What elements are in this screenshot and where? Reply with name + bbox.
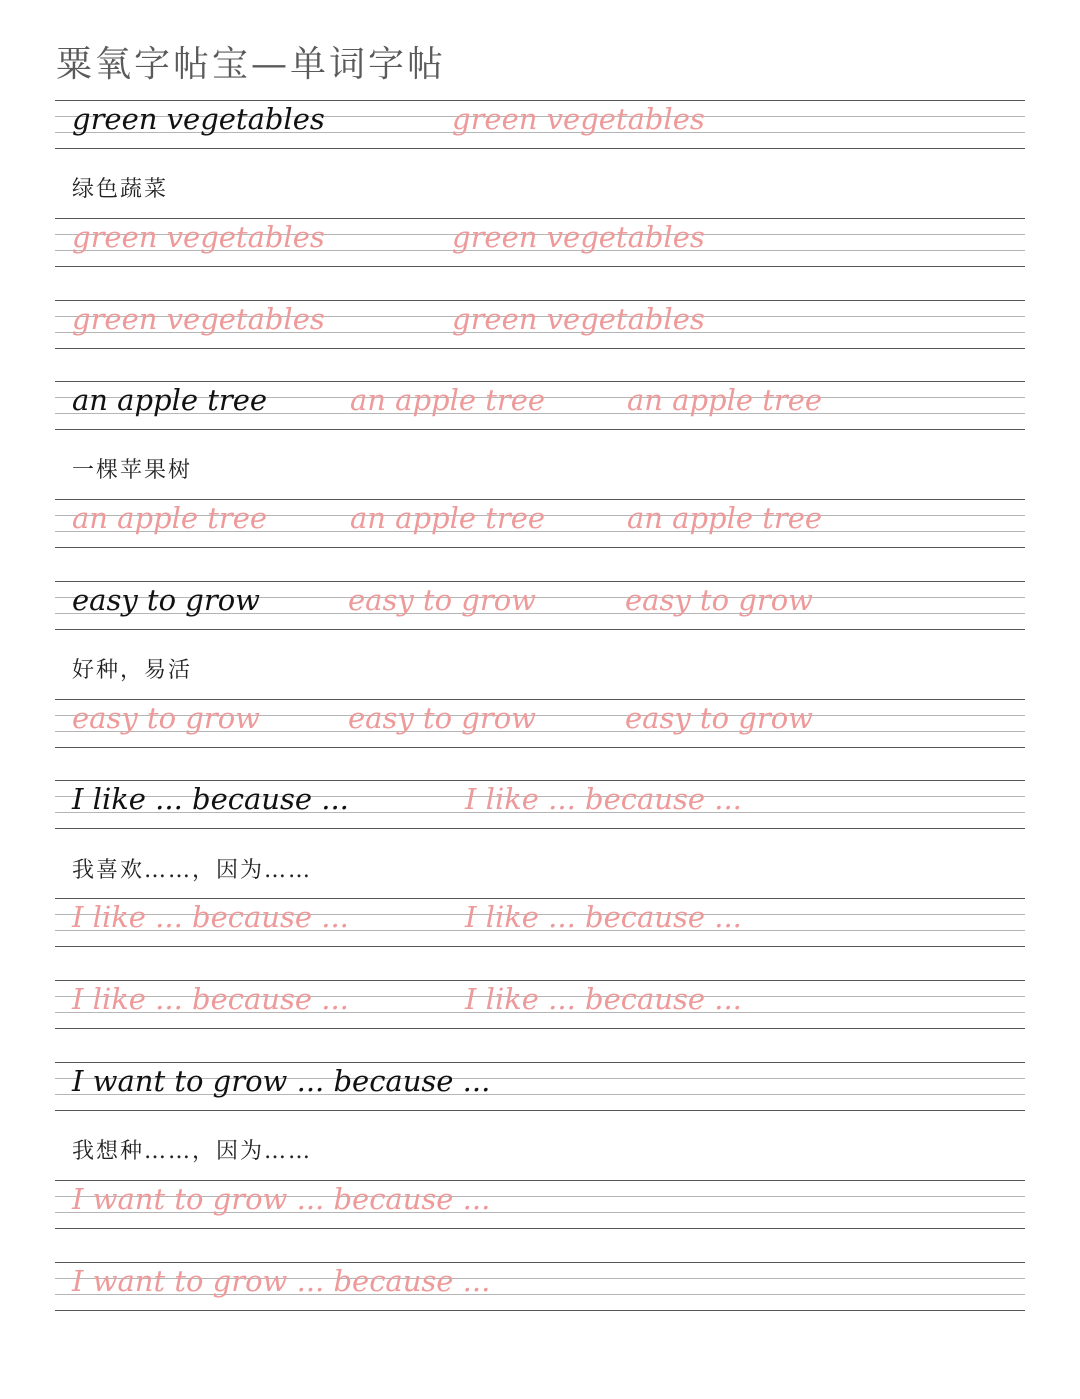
trace-phrase: I want to grow ... because ... bbox=[72, 1264, 491, 1298]
writing-row bbox=[55, 499, 1025, 548]
trace-phrase: an apple tree bbox=[350, 383, 546, 417]
writing-row bbox=[55, 980, 1025, 1029]
chinese-translation: 我喜欢……，因为…… bbox=[72, 858, 313, 883]
chinese-translation: 一棵苹果树 bbox=[72, 458, 193, 483]
chinese-translation: 我想种……，因为…… bbox=[72, 1139, 313, 1164]
model-phrase: I like ... because ... bbox=[72, 782, 349, 816]
page-title: 粟氧字帖宝—单词字帖 bbox=[56, 44, 447, 85]
model-phrase: I want to grow ... because ... bbox=[72, 1064, 491, 1098]
writing-row bbox=[55, 100, 1025, 149]
writing-row bbox=[55, 1262, 1025, 1311]
trace-phrase: an apple tree bbox=[72, 501, 268, 535]
writing-row bbox=[55, 218, 1025, 267]
trace-phrase: green vegetables bbox=[452, 220, 705, 254]
trace-phrase: easy to grow bbox=[625, 583, 813, 617]
writing-row bbox=[55, 381, 1025, 430]
trace-phrase: I like ... because ... bbox=[465, 900, 742, 934]
model-phrase: easy to grow bbox=[72, 583, 260, 617]
model-phrase: an apple tree bbox=[72, 383, 268, 417]
trace-phrase: green vegetables bbox=[452, 302, 705, 336]
chinese-translation: 绿色蔬菜 bbox=[72, 177, 169, 202]
trace-phrase: green vegetables bbox=[72, 302, 325, 336]
trace-phrase: easy to grow bbox=[625, 701, 813, 735]
writing-row bbox=[55, 1180, 1025, 1229]
writing-row bbox=[55, 898, 1025, 947]
writing-row bbox=[55, 699, 1025, 748]
trace-phrase: an apple tree bbox=[627, 501, 823, 535]
trace-phrase: easy to grow bbox=[348, 583, 536, 617]
writing-row bbox=[55, 1062, 1025, 1111]
writing-row bbox=[55, 780, 1025, 829]
model-phrase: green vegetables bbox=[72, 102, 325, 136]
trace-phrase: an apple tree bbox=[627, 383, 823, 417]
trace-phrase: easy to grow bbox=[72, 701, 260, 735]
trace-phrase: I like ... because ... bbox=[72, 900, 349, 934]
trace-phrase: I want to grow ... because ... bbox=[72, 1182, 491, 1216]
writing-row bbox=[55, 300, 1025, 349]
trace-phrase: green vegetables bbox=[72, 220, 325, 254]
trace-phrase: I like ... because ... bbox=[465, 782, 742, 816]
trace-phrase: I like ... because ... bbox=[465, 982, 742, 1016]
trace-phrase: an apple tree bbox=[350, 501, 546, 535]
writing-row bbox=[55, 581, 1025, 630]
trace-phrase: easy to grow bbox=[348, 701, 536, 735]
trace-phrase: green vegetables bbox=[452, 102, 705, 136]
chinese-translation: 好种，易活 bbox=[72, 658, 193, 683]
trace-phrase: I like ... because ... bbox=[72, 982, 349, 1016]
